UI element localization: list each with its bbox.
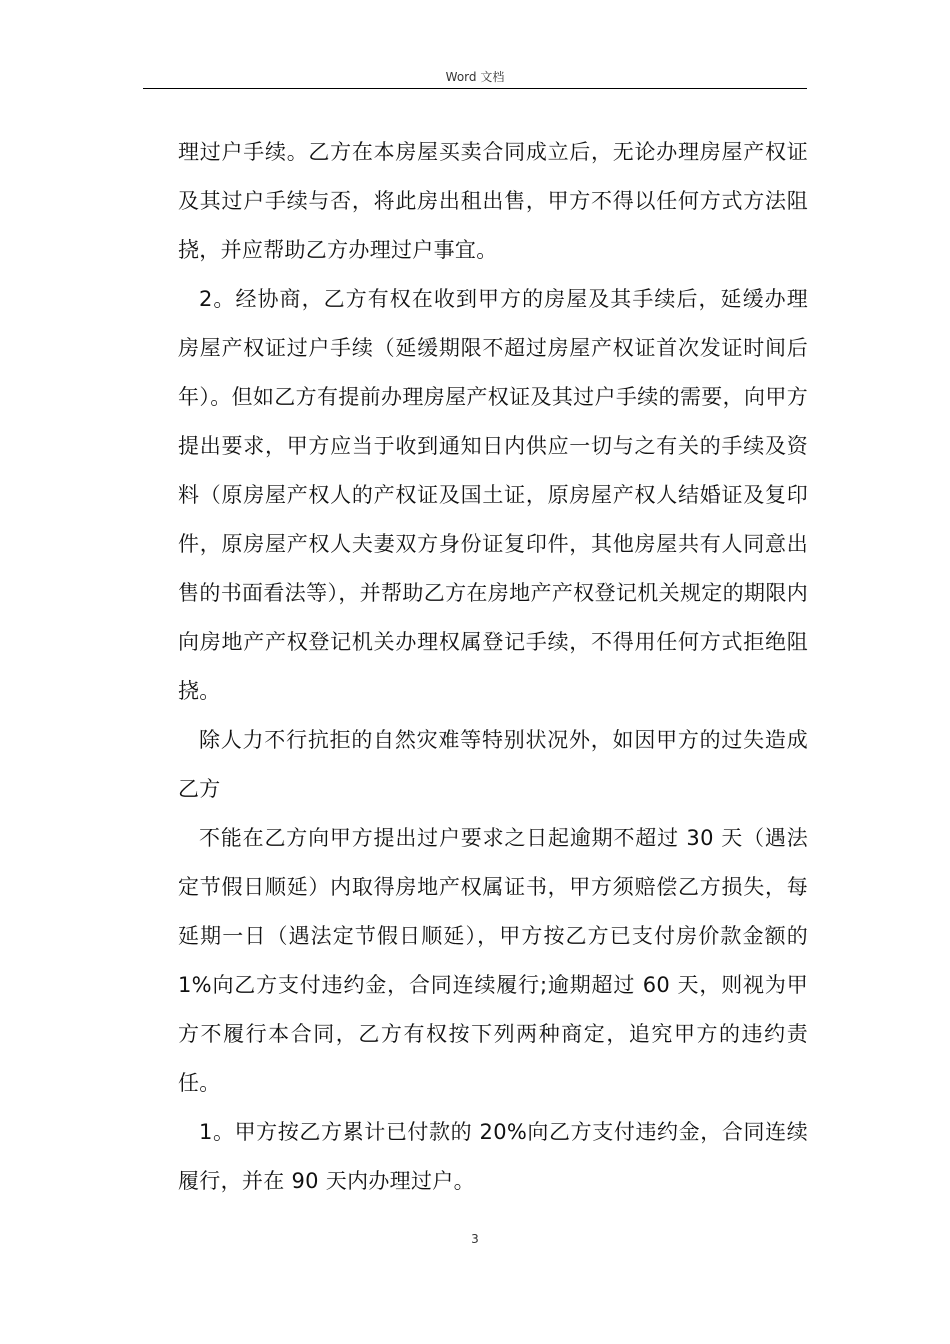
document-body — [178, 128, 808, 1206]
paragraph-4: 不能在乙方向甲方提出过户要求之日起逾期不超过 30 天（遇法定节假日顺延）内取得房地产权属证书，甲方须赔偿乙方损失，每延期一日（遇法定节假日顺延），甲方按乙方已支付房价款金额的 1%向乙方支付违约金，合同连续履行;逾期超过 60 天，则视为甲方不履行本合同，乙方有权按下列两种商定，追究甲方的违约责任。 — [178, 826, 808, 1095]
paragraph-3: 除人力不行抗拒的自然灾难等特别状况外，如因甲方的过失造成乙方 — [178, 728, 808, 801]
paragraph-1: 理过户手续。乙方在本房屋买卖合同成立后，无论办理房屋产权证及其过户手续与否，将此房出租出售，甲方不得以任何方式方法阻挠，并应帮助乙方办理过户事宜。 — [178, 140, 808, 262]
paragraph-5: 1。甲方按乙方累计已付款的 20%向乙方支付违约金，合同连续履行，并在 90 天内办理过户。 — [178, 1120, 808, 1193]
page-header-label: Word 文档 — [445, 70, 505, 84]
paragraph-2: 2。经协商，乙方有权在收到甲方的房屋及其手续后，延缓办理房屋产权证过户手续（延缓期限不超过房屋产权证首次发证时间后年）。但如乙方有提前办理房屋产权证及其过户手续的需要，向甲方提出要求，甲方应当于收到通知日内供应一切与之有关的手续及资料（原房屋产权人的产权证及国土证，原房屋产权人结婚证及复印件，原房屋产权人夫妻双方身份证复印件，其他房屋共有人同意出售的书面看法等），并帮助乙方在房地产产权登记机关规定的期限内向房地产产权登记机关办理权属登记手续，不得用任何方式拒绝阻挠。 — [178, 287, 808, 703]
header-divider — [143, 88, 807, 89]
page-number: 3 — [471, 1232, 479, 1246]
